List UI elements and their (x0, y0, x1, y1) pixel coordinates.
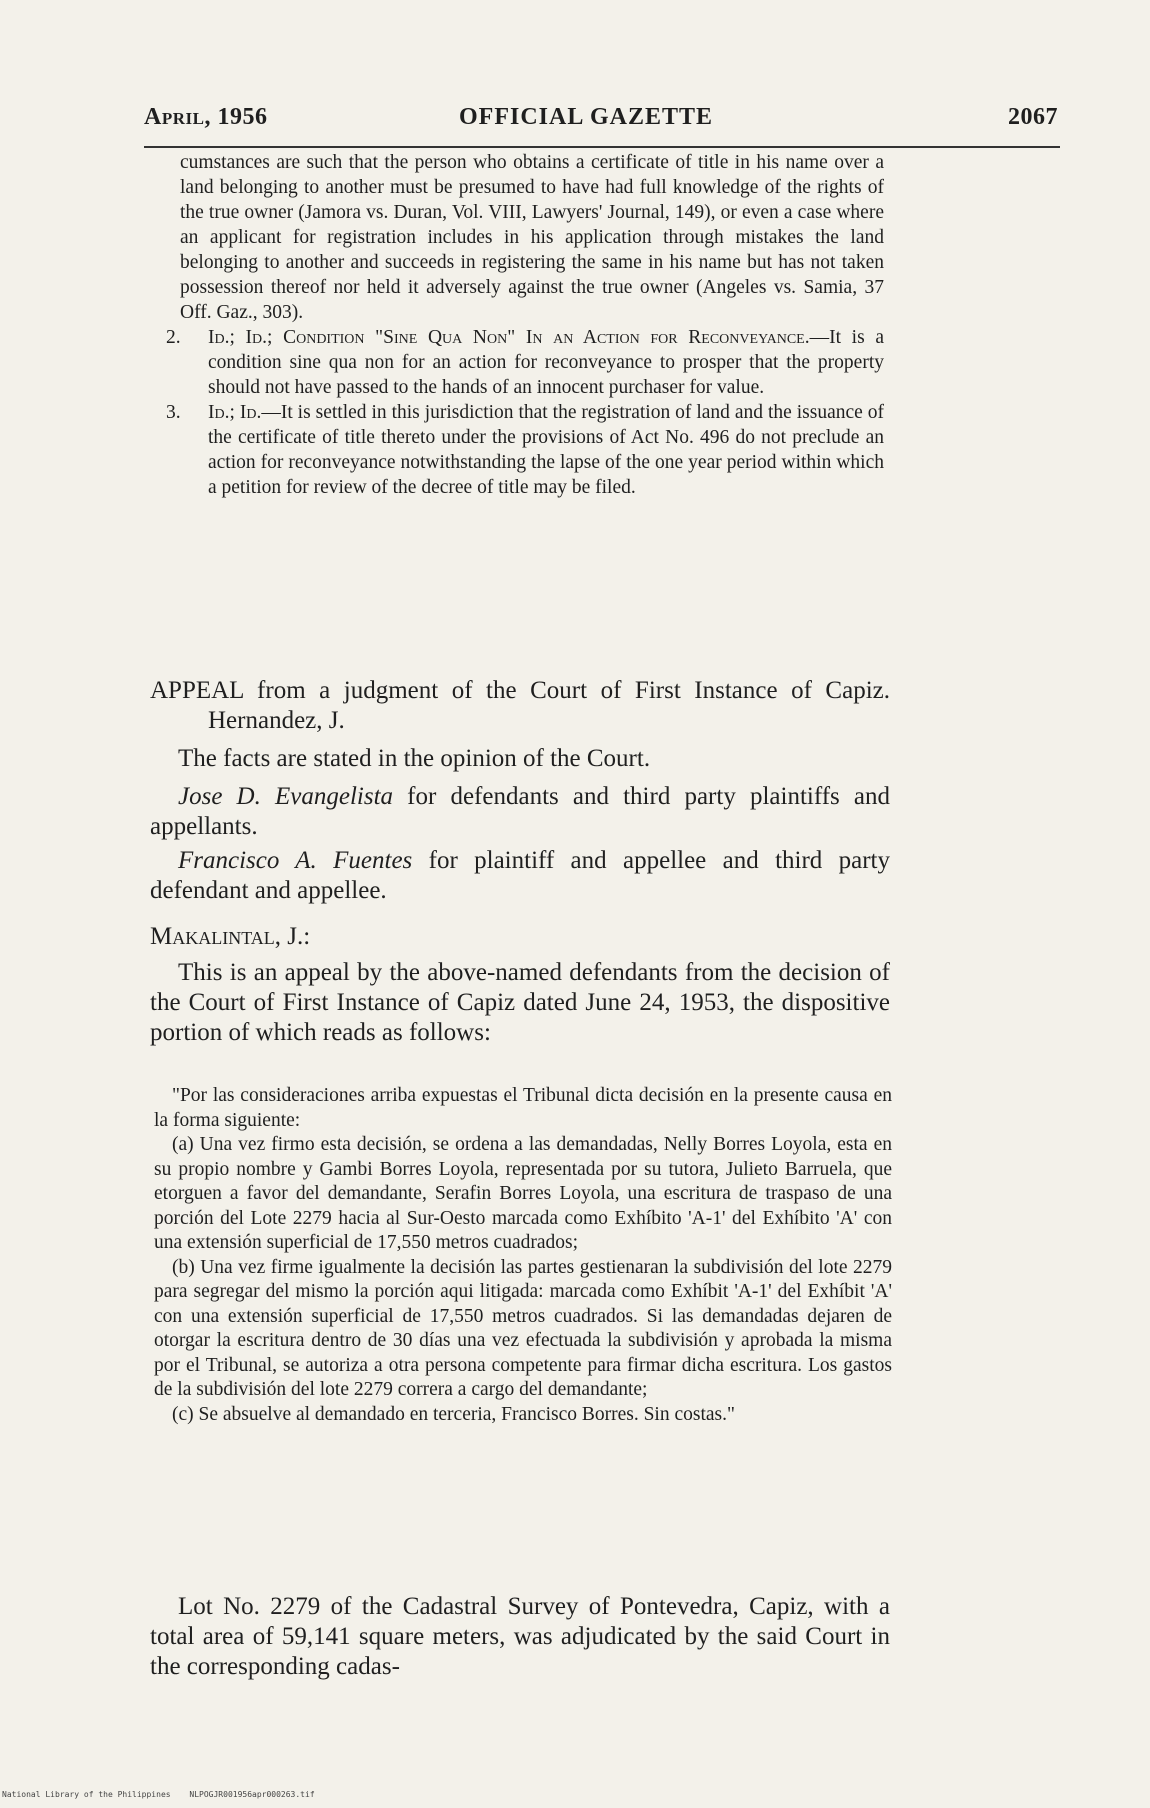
quote-paragraph: (a) Una vez firmo esta decisión, se ordena a las demandadas, Nelly Borres Loyola, esta en su propio nombre y Gambi Borres Loyola, representada por su tutora, Julieto Barruela, que etorguen a favor del demandante, Serafin Borres Loyola, una escritura de traspaso de una porción del Lote 2279 hacia al Sur-Oesto marcada como Exhíbito 'A-1' del Exhíbito 'A' con una extensión superficial de 17,550 metros cuadrados; (154, 1134, 892, 1253)
headnote-2 (154, 325, 884, 400)
counsel-defendants (150, 782, 890, 842)
quote-paragraph: "Por las consideraciones arriba expuestas el Tribunal dicta decisión en la presente causa en la forma siguiente: (154, 1085, 892, 1131)
running-header (144, 100, 1058, 140)
counsel-name: Francisco A. Fuentes (178, 847, 413, 874)
opinion-paragraph: Lot No. 2279 of the Cadastral Survey of Pontevedra, Capiz, with a total area of 59,141 square meters, was adjudicated by the said Court in the corresponding cadas- (150, 1593, 890, 1680)
scan-footer (2, 1790, 329, 1799)
headnote-number: 3. (166, 402, 181, 423)
quoted-decision (154, 1084, 892, 1427)
scan-filename: NLPOGJR001956apr000263.tif (189, 1790, 315, 1799)
counsel-name: Jose D. Evangelista (178, 783, 394, 810)
syllabus (154, 150, 884, 500)
headnote-caption: Id.; Id.; Condition "Sine Qua Non" In an Action for Reconveyance. (208, 327, 810, 348)
headnote-3 (154, 400, 884, 500)
counsel-plaintiff (150, 846, 890, 906)
quote-paragraph: (c) Se absuelve al demandado en terceria, Francisco Borres. Sin costas." (172, 1403, 735, 1425)
page-number: 2067 (1008, 104, 1058, 130)
headnote-caption: Id.; Id. (208, 402, 262, 423)
counsel-role: for defendants and third party plaintiffs and appellants. (150, 783, 890, 840)
headnote-text: —It is a condition sine qua non for an action for reconveyance to prosper that the property should not have passed to the hands of an innocent purchaser for value. (208, 327, 884, 398)
counsel-role: for plaintiff and appellee and third party defendant and appellee. (150, 847, 891, 904)
case-front-matter (150, 676, 890, 1048)
syllabus-continuation: cumstances are such that the person who obtains a certificate of title in his name over a land belonging to another must be presumed to have had full knowledge of the rights of the true owner (Jamora vs. Duran, Vol. VIII, Lawyers' Journal, 149), or even a case where an applicant for registration includes in his application through mistakes the land belonging to another and succeeds in registering the same in his name but has not taken possession thereof nor held it adversely against the true owner (Angeles vs. Samia, 37 Off. Gaz., 303). (180, 152, 884, 323)
headnote-text: —It is settled in this jurisdiction that the registration of land and the issuance of the certificate of title thereto under the provisions of Act No. 496 do not preclude an action for reconveyance notwithstanding the lapse of the one year period within which a petition for review of the decree of title may be filed. (208, 402, 884, 498)
appeal-statement: APPEAL from a judgment of the Court of First Instance of Capiz. Hernandez, J. (150, 677, 890, 734)
ponente: Makalintal, J.: (150, 923, 311, 950)
header-date: April, 1956 (144, 104, 268, 130)
facts-statement: The facts are stated in the opinion of the Court. (178, 745, 651, 772)
library-credit: National Library of the Philippines (2, 1790, 171, 1799)
quote-paragraph: (b) Una vez firme igualmente la decisión las partes gestienaran la subdivisión del lote 2279 para segregar del mismo la porción aqui litigada: marcada como Exhíbit 'A-1' del Exhíbit 'A' con una extensión superficial de 17,550 metros cuadrados. Si las demandadas dejaren de otorgar la escritura dentro de 30 días una vez efectuada la subdivisión y aprobada la misma por el Tribunal, se autoriza a otra persona competente para firmar dicha escritura. Los gastos de la subdivisión del lote 2279 correra a cargo del demandante; (154, 1256, 892, 1400)
opinion-opening: This is an appeal by the above-named defendants from the decision of the Court of First Instance of Capiz dated June 24, 1953, the dispositive portion of which reads as follows: (150, 959, 890, 1046)
opinion-body (150, 1592, 890, 1682)
header-publication-title: OFFICIAL GAZETTE (459, 104, 714, 130)
header-rule (144, 146, 1060, 148)
headnote-number: 2. (166, 327, 181, 348)
